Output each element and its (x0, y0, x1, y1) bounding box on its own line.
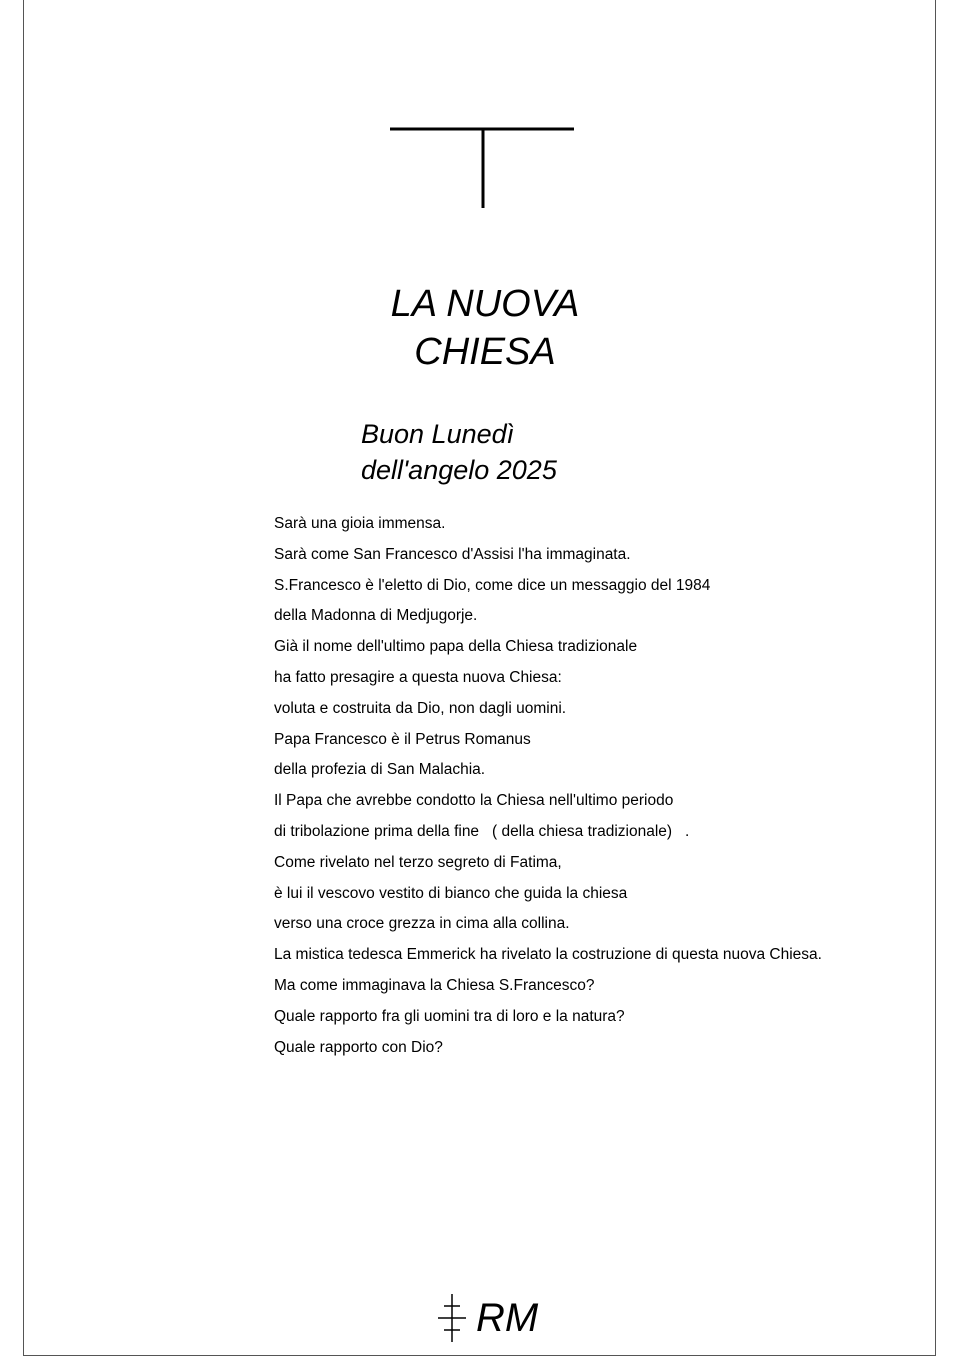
body-line: Ma come immaginava la Chiesa S.Francesco? (274, 976, 595, 994)
greeting-line-1: Buon Lunedì (361, 419, 515, 449)
greeting-line-2: dell'angelo 2025 (361, 455, 557, 485)
tau-cross-icon (388, 124, 576, 210)
greeting (361, 416, 557, 488)
body-line: Come rivelato nel terzo segreto di Fatima, (274, 853, 562, 871)
body-line: ha fatto presagire a questa nuova Chiesa: (274, 668, 562, 686)
title-line-2: CHIESA (414, 331, 556, 373)
body-line: della Madonna di Medjugorje. (274, 607, 478, 625)
signature (436, 1290, 538, 1346)
body-line: Quale rapporto fra gli uomini tra di loro e la natura? (274, 1007, 625, 1025)
body-line: Il Papa che avrebbe condotto la Chiesa nell'ultimo periodo (274, 792, 674, 810)
body-line: della profezia di San Malachia. (274, 761, 486, 779)
body-line: di tribolazione prima della fine ( della chiesa tradizionale) . (274, 822, 690, 840)
title-line-1: LA NUOVA (390, 283, 580, 325)
body-text (274, 512, 822, 1066)
page-title (300, 280, 670, 376)
body-line: La mistica tedesca Emmerick ha rivelato la costruzione di questa nuova Chiesa. (274, 946, 822, 964)
body-line: Sarà come San Francesco d'Assisi l'ha immaginata. (274, 545, 631, 563)
body-line: Papa Francesco è il Petrus Romanus (274, 730, 531, 748)
body-line: Sarà una gioia immensa. (274, 515, 446, 532)
body-line: verso una croce grezza in cima alla collina. (274, 915, 570, 933)
body-line: Quale rapporto con Dio? (274, 1038, 443, 1056)
signature-initials: RM (476, 1296, 539, 1340)
body-line: Già il nome dell'ultimo papa della Chiesa tradizionale (274, 638, 638, 656)
body-line: S.Francesco è l'eletto di Dio, come dice un messaggio del 1984 (274, 576, 711, 594)
double-cross-icon (436, 1292, 468, 1344)
body-line: è lui il vescovo vestito di bianco che guida la chiesa (274, 884, 628, 902)
body-line: voluta e costruita da Dio, non dagli uomini. (274, 699, 567, 717)
